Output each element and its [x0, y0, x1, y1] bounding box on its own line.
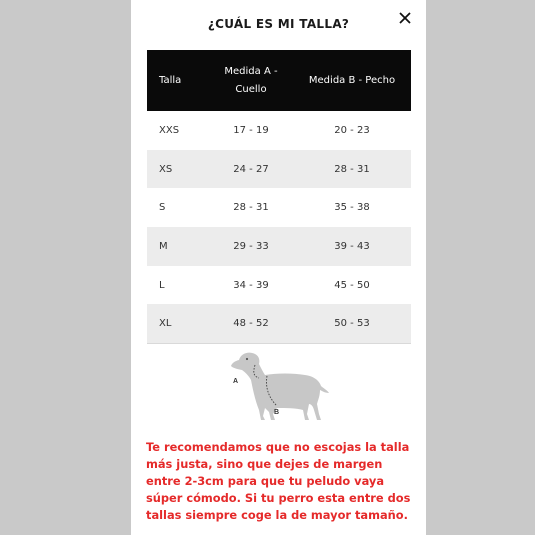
cell-size: XL — [159, 318, 172, 330]
table-row — [147, 227, 411, 266]
modal-title: ¿CUÁL ES MI TALLA? — [207, 17, 350, 31]
cell-neck: 29 - 33 — [233, 240, 269, 252]
cell-neck: 24 - 27 — [233, 163, 269, 175]
size-recommendation-note: Te recomendamos que no escojas la talla más justa, sino que dejes de margen entre 2-3cm para que tu peludo vaya súper cómodo. Si tu perro esta entre dos tallas siempre coge la de mayor tamaño. — [146, 440, 411, 522]
cell-size: XS — [159, 163, 173, 175]
size-guide-modal — [131, 0, 426, 535]
cell-neck: 17 - 19 — [233, 124, 269, 136]
cell-chest: 39 - 43 — [334, 240, 370, 252]
table-row — [147, 188, 411, 227]
cell-neck: 34 - 39 — [233, 279, 269, 291]
label-a: A — [233, 378, 239, 385]
cell-chest: 45 - 50 — [334, 279, 370, 291]
table-header — [147, 50, 411, 111]
table-row — [147, 304, 411, 343]
table-divider — [147, 343, 411, 344]
cell-chest: 35 - 38 — [334, 202, 370, 214]
size-table — [147, 50, 411, 344]
table-row — [147, 266, 411, 305]
dog-measure-icon — [225, 348, 335, 430]
table-row — [147, 111, 411, 150]
cell-size: XXS — [159, 124, 180, 136]
header-size: Talla — [159, 74, 182, 86]
table-row — [147, 150, 411, 189]
cell-neck: 48 - 52 — [233, 318, 269, 330]
label-b: B — [274, 409, 280, 416]
close-icon[interactable] — [397, 10, 413, 26]
cell-chest: 28 - 31 — [334, 163, 370, 175]
cell-chest: 50 - 53 — [334, 318, 370, 330]
cell-size: S — [159, 202, 166, 214]
header-chest: Medida B - Pecho — [308, 74, 396, 86]
header-neck: Medida A - Cuello — [224, 65, 278, 95]
cell-neck: 28 - 31 — [233, 202, 269, 214]
cell-size: L — [159, 279, 165, 291]
cell-chest: 20 - 23 — [334, 124, 370, 136]
cell-size: M — [159, 240, 168, 252]
